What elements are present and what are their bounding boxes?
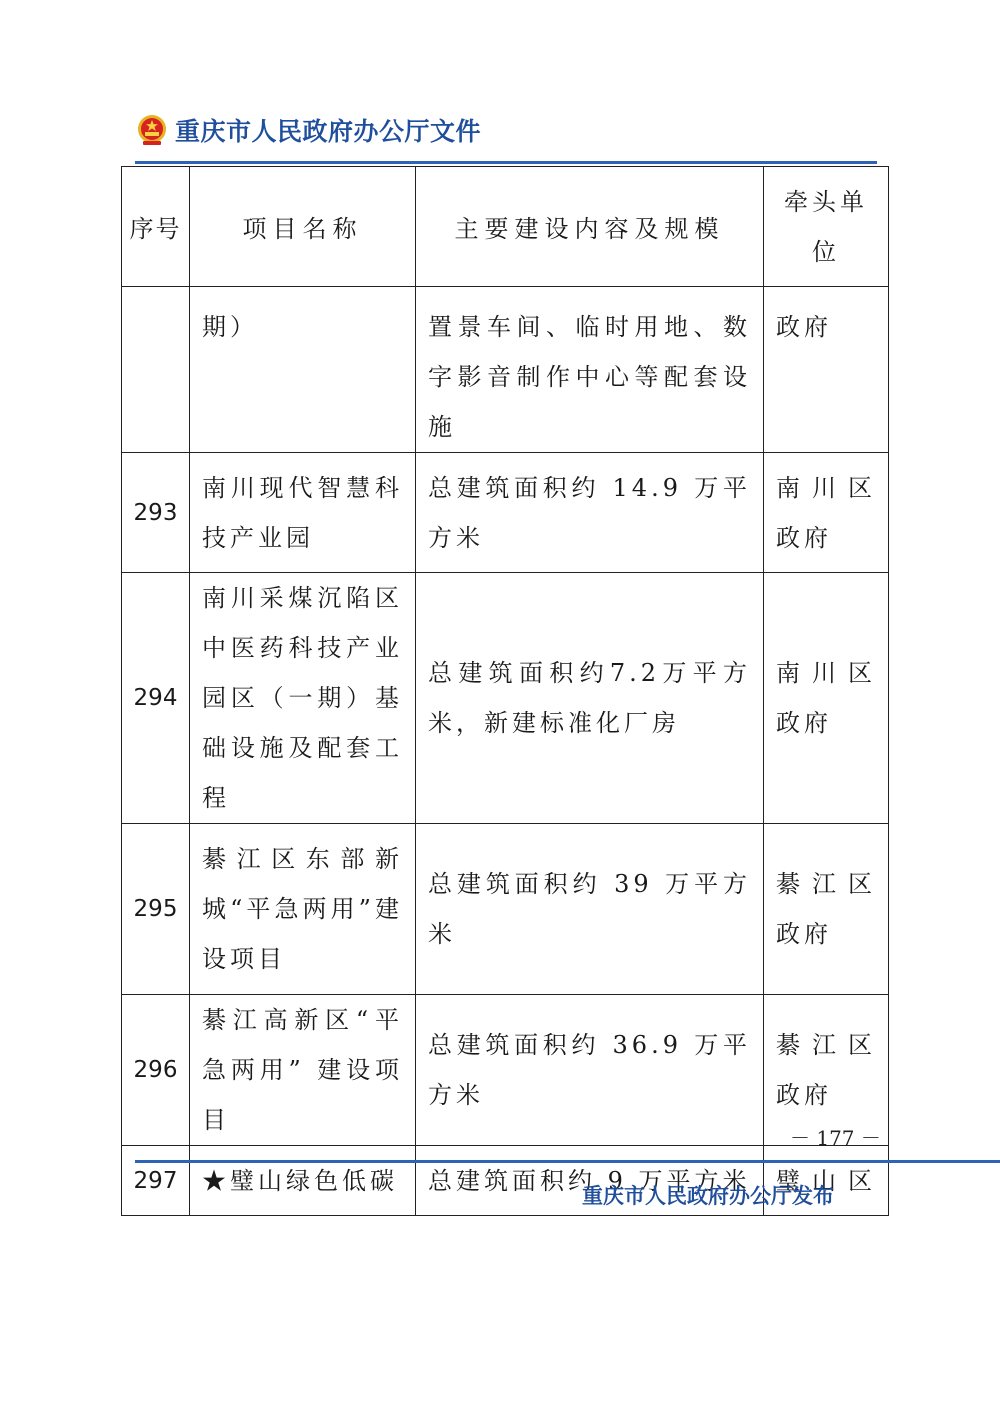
row-content: 总建筑面积约 14.9 万平方米 bbox=[416, 453, 764, 573]
header-name: 项目名称 bbox=[190, 167, 416, 287]
row-lead bbox=[764, 573, 889, 824]
row-name: 期） bbox=[190, 287, 416, 453]
table-header-row bbox=[122, 167, 889, 287]
row-lead-line2: 政府 bbox=[776, 709, 832, 737]
row-lead-line1: 南川区 bbox=[776, 659, 876, 687]
row-lead bbox=[764, 824, 889, 995]
header-lead-line1: 牵头单 bbox=[784, 187, 868, 216]
row-seq: 295 bbox=[122, 824, 190, 995]
document-header bbox=[135, 112, 481, 148]
row-lead-line1: 綦江区 bbox=[776, 870, 876, 898]
row-lead bbox=[764, 287, 889, 453]
header-lead-line2: 位 bbox=[812, 237, 840, 266]
table-row bbox=[122, 573, 889, 824]
header-content: 主要建设内容及规模 bbox=[416, 167, 764, 287]
row-name: 綦江高新区“平急两用” 建设项目 bbox=[190, 995, 416, 1146]
row-content: 总建筑面积约 9 万平方米 bbox=[416, 1146, 764, 1216]
header-seq: 序号 bbox=[122, 167, 190, 287]
row-seq: 293 bbox=[122, 453, 190, 573]
row-content: 总建筑面积约 36.9 万平方米 bbox=[416, 995, 764, 1146]
footer-divider bbox=[135, 1160, 1000, 1163]
footer-publisher: 重庆市人民政府办公厅发布 bbox=[582, 1184, 834, 1208]
row-lead-line1: 璧山区 bbox=[776, 1166, 876, 1195]
table-row bbox=[122, 824, 889, 995]
page-number: － 177 － bbox=[790, 1126, 881, 1150]
row-seq: 296 bbox=[122, 995, 190, 1146]
row-lead-line1: 綦江区 bbox=[776, 1031, 876, 1059]
header-divider bbox=[135, 161, 877, 164]
row-content: 置景车间、临时用地、数字影音制作中心等配套设施 bbox=[416, 287, 764, 453]
table-row bbox=[122, 453, 889, 573]
national-emblem-icon bbox=[135, 113, 169, 147]
row-content: 总建筑面积约7.2万平方米，新建标准化厂房 bbox=[416, 573, 764, 824]
row-seq bbox=[122, 287, 190, 453]
projects-table bbox=[121, 166, 889, 1216]
row-content: 总建筑面积约 39 万平方米 bbox=[416, 824, 764, 995]
row-name: 南川现代智慧科技产业园 bbox=[190, 453, 416, 573]
row-seq: 294 bbox=[122, 573, 190, 824]
row-lead-line2: 政府 bbox=[776, 523, 832, 552]
row-name: ★璧山绿色低碳 bbox=[190, 1146, 416, 1216]
row-name: 綦江区东部新城“平急两用”建设项目 bbox=[190, 824, 416, 995]
header-lead bbox=[764, 167, 889, 287]
table-row bbox=[122, 287, 889, 453]
row-name: 南川采煤沉陷区中医药科技产业园区（一期）基础设施及配套工程 bbox=[190, 573, 416, 824]
row-lead bbox=[764, 453, 889, 573]
row-lead-line1: 南川区 bbox=[776, 473, 876, 502]
row-lead-line1: 政府 bbox=[776, 313, 832, 341]
row-seq: 297 bbox=[122, 1146, 190, 1216]
row-lead-line2: 政府 bbox=[776, 920, 832, 948]
table-row bbox=[122, 995, 889, 1146]
row-lead-line2: 政府 bbox=[776, 1081, 832, 1109]
header-title: 重庆市人民政府办公厅文件 bbox=[175, 117, 482, 146]
